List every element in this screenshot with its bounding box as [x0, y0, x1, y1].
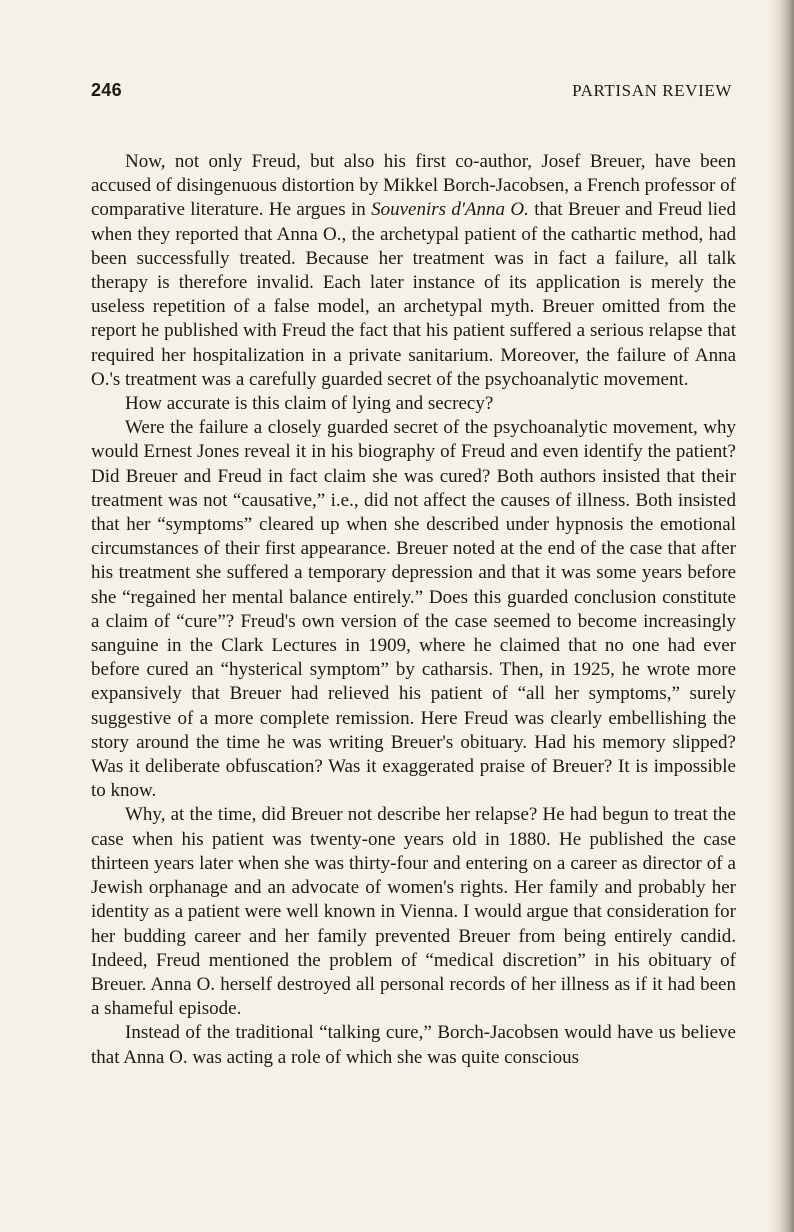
paragraph-1-part-b: that Breuer and Freud lied when they reported that Anna O., the archetypal patient of the cathartic method, had been successfully treated. Because her treatment was in fact a failure, all talk therapy is therefore invalid. Each later instance of its application is merely the useless repetition of a false model, an archetypal myth. Breuer omitted from the report he published with Freud the fact that his patient suffered a serious relapse that required her hospitalization in a private sanitarium. Moreover, the failure of Anna O.'s treatment was a carefully guarded secret of the psychoanalytic movement.: [91, 199, 736, 390]
paragraph-4: Why, at the time, did Breuer not describe her relapse? He had begun to treat the case when his patient was twenty-one years old in 1880. He published the case thirteen years later when she was thirty-four and entering on a career as director of a Jewish orphanage and an advocate of women's rights. Her family and probably her identity as a patient were well known in Vienna. I would argue that consideration for her budding career and her family prevented Breuer from being entirely candid. Indeed, Freud mentioned the problem of “medical discretion” in his obituary of Breuer. Anna O. herself destroyed all personal records of her illness as if it had been a shameful episode.: [91, 804, 736, 1020]
book-title: Souvenirs d'Anna O.: [371, 199, 529, 221]
page-header: [91, 80, 732, 104]
running-head: PARTISAN REVIEW: [572, 81, 732, 100]
paragraph-1-part-a: Now, not only Freud, but also his first co-author, Josef Breuer, have been accused of disingenuous distortion by Mikkel Borch-Jacobsen, a French professor of comparative literature. He argues in: [91, 151, 736, 221]
page-edge-shadow: [768, 0, 794, 1232]
page-number: 246: [91, 80, 122, 100]
paragraph-3: Were the failure a closely guarded secret of the psychoanalytic movement, why would Ernest Jones reveal it in his biography of Freud and even identify the patient? Did Breuer and Freud in fact claim she was cured? Both authors insisted that their treatment was not “causative,” i.e., did not affect the causes of illness. Both insisted that her “symptoms” cleared up when she described under hypnosis the emotional circumstances of their first appearance. Breuer noted at the end of the case that after his treatment she suffered a temporary depression and that it was some years before she “regained her mental balance entirely.” Does this guarded conclusion constitute a claim of “cure”? Freud's own version of the case seemed to become increasingly sanguine in the Clark Lectures in 1909, where he claimed that no one had ever before cured an “hysterical symptom” by catharsis. Then, in 1925, he wrote more expansively that Breuer had relieved his patient of “all her symptoms,” surely suggestive of a more complete remission. Here Freud was clearly embellishing the story around the time he was writing Breuer's obituary. Had his memory slipped? Was it deliberate obfuscation? Was it exaggerated praise of Breuer? It is impossible to know.: [91, 417, 736, 802]
paragraph-5: Instead of the traditional “talking cure,” Borch-Jacobsen would have us believe that Anna O. was acting a role of which she was quite conscious: [91, 1022, 736, 1068]
paragraph-1: [91, 150, 736, 392]
paragraph-2: How accurate is this claim of lying and secrecy?: [125, 393, 494, 415]
article-body: [91, 150, 736, 1070]
